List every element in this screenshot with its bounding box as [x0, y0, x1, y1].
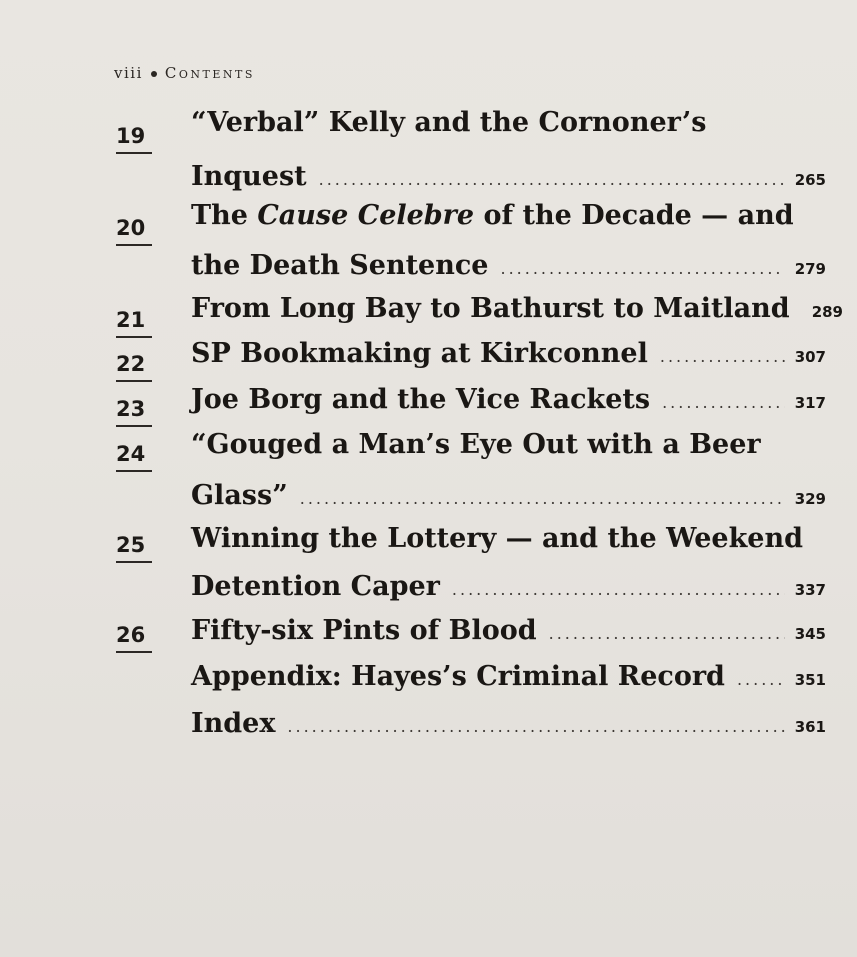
- italic-phrase: Cause Celebre: [257, 200, 475, 231]
- page-numeral: viii: [114, 64, 143, 82]
- entry-title: Inquest: [191, 161, 307, 192]
- dot-leader: [287, 710, 784, 744]
- bullet-separator: [151, 71, 157, 77]
- page-number: 289: [811, 303, 843, 321]
- entry-title: Fifty-six Pints of Blood: [191, 615, 537, 646]
- entry-title: Index: [191, 708, 276, 739]
- entry-title: “Verbal” Kelly and the Cornoner’s: [191, 107, 707, 138]
- chapter-number: 22: [116, 352, 146, 376]
- page-number: 279: [794, 260, 826, 278]
- page-number: 329: [794, 490, 826, 508]
- dot-leader: [737, 663, 785, 697]
- chapter-number: 19: [116, 124, 146, 148]
- entry-title: the Death Sentence: [191, 250, 489, 281]
- entry-title: Winning the Lottery — and the Weekend: [191, 523, 803, 554]
- page-number: 351: [794, 671, 826, 689]
- entry-title-line: [191, 383, 826, 420]
- chapter-number: 25: [116, 533, 146, 557]
- page-number: 317: [794, 394, 826, 412]
- entry-title: “Gouged a Man’s Eye Out with a Beer: [191, 429, 761, 460]
- entry-title: The Cause Celebre of the Decade — and: [191, 200, 794, 231]
- entry-title-line: [191, 660, 826, 697]
- entry-title: SP Bookmaking at Kirkconnel: [191, 338, 648, 369]
- entry-title-line: [191, 292, 843, 329]
- entry-title-line: [191, 570, 826, 607]
- dot-leader: [300, 482, 785, 516]
- page-number: 361: [794, 718, 826, 736]
- chapter-number: 21: [116, 308, 146, 332]
- entry-title-line: [191, 106, 826, 140]
- entry-title: Detention Caper: [191, 571, 440, 602]
- entry-title-line: [191, 249, 826, 286]
- entry-20-title-full: [0, 0, 1, 1]
- dot-leader: [319, 163, 785, 197]
- entry-title: From Long Bay to Bathurst to Maitland: [191, 293, 790, 324]
- entry-title: Appendix: Hayes’s Criminal Record: [191, 661, 725, 692]
- page-number: 337: [794, 581, 826, 599]
- dot-leader: [500, 252, 784, 286]
- dot-leader: [452, 573, 785, 607]
- entry-title-line: [191, 522, 826, 556]
- page-number: 307: [794, 348, 826, 366]
- dot-leader: [662, 386, 785, 420]
- dot-leader: [660, 340, 785, 374]
- dot-leader: [549, 617, 785, 651]
- chapter-number: 24: [116, 442, 146, 466]
- entry-title: Glass”: [191, 480, 288, 511]
- section-title: Contents: [164, 64, 255, 82]
- entry-title-line: [191, 707, 826, 744]
- page-number: 265: [794, 171, 826, 189]
- chapter-number: 23: [116, 397, 146, 421]
- entry-title-line: [191, 199, 826, 233]
- chapter-number: 20: [116, 216, 146, 240]
- entry-title-line: [191, 428, 826, 462]
- entry-title-line: [191, 337, 826, 374]
- chapter-number: 26: [116, 623, 146, 647]
- page-number: 345: [794, 625, 826, 643]
- running-head: [114, 64, 255, 82]
- entry-title-line: [191, 160, 826, 197]
- entry-title-line: [191, 614, 826, 651]
- entry-title: Joe Borg and the Vice Rackets: [191, 384, 651, 415]
- entry-title-line: [191, 479, 826, 516]
